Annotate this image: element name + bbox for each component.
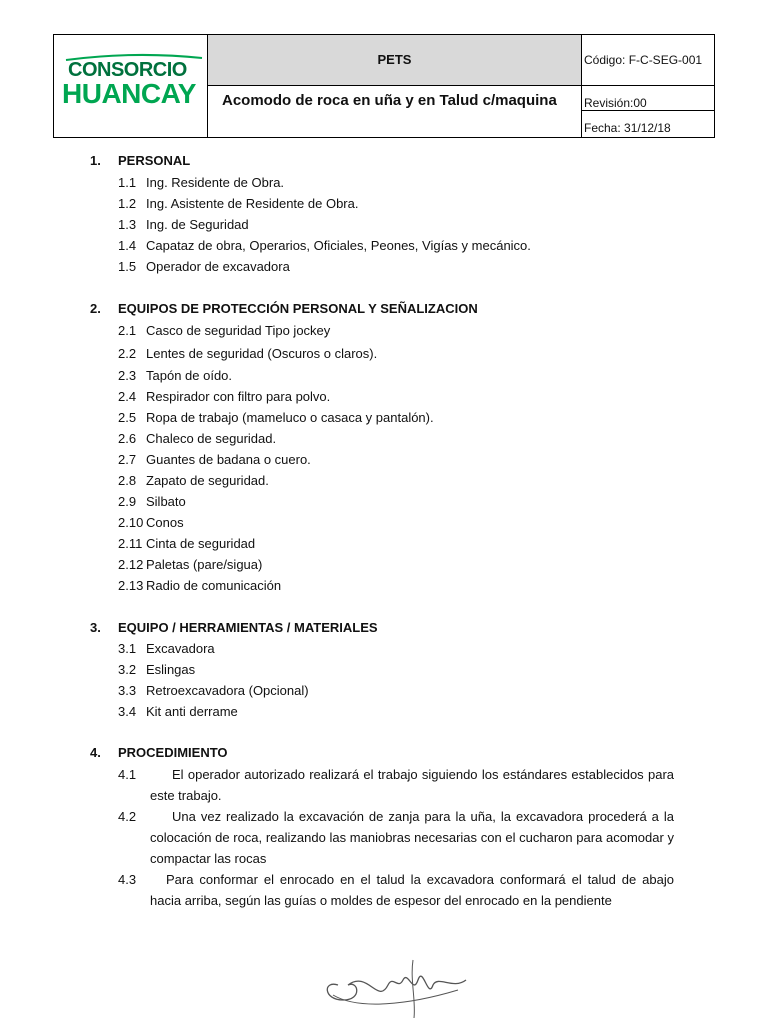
procedure-step: 4.3 Para conformar el enrocado en el talud la excavadora conformará el talud de abajo hacia arriba, según las guías o moldes de espesor del enrocado en la pendiente [118,872,674,908]
doc-date: Fecha: 31/12/18 [584,121,671,135]
doc-type: PETS [208,35,582,86]
procedure-step: 4.1 El operador autorizado realizará el trabajo siguiendo los estándares establecidos para este trabajo. [118,767,674,803]
logo-line-2: HUANCAY [62,78,196,109]
doc-revision: Revisión:00 [582,86,714,111]
company-logo [54,35,208,137]
document-header [53,34,715,138]
procedure-step: 4.2 Una vez realizado la excavación de zanja para la uña, la excavadora procederá a la colocación de roca, realizando las maniobras necesarias con el cucharon para acomodar y compactar las rocas [118,809,674,866]
logo-line-1: CONSORCIO [68,59,187,81]
doc-title: Acomodo de roca en uña y en Talud c/maquina [208,86,582,137]
signature-icon [318,950,468,1020]
doc-code: Código: F-C-SEG-001 [582,35,714,86]
